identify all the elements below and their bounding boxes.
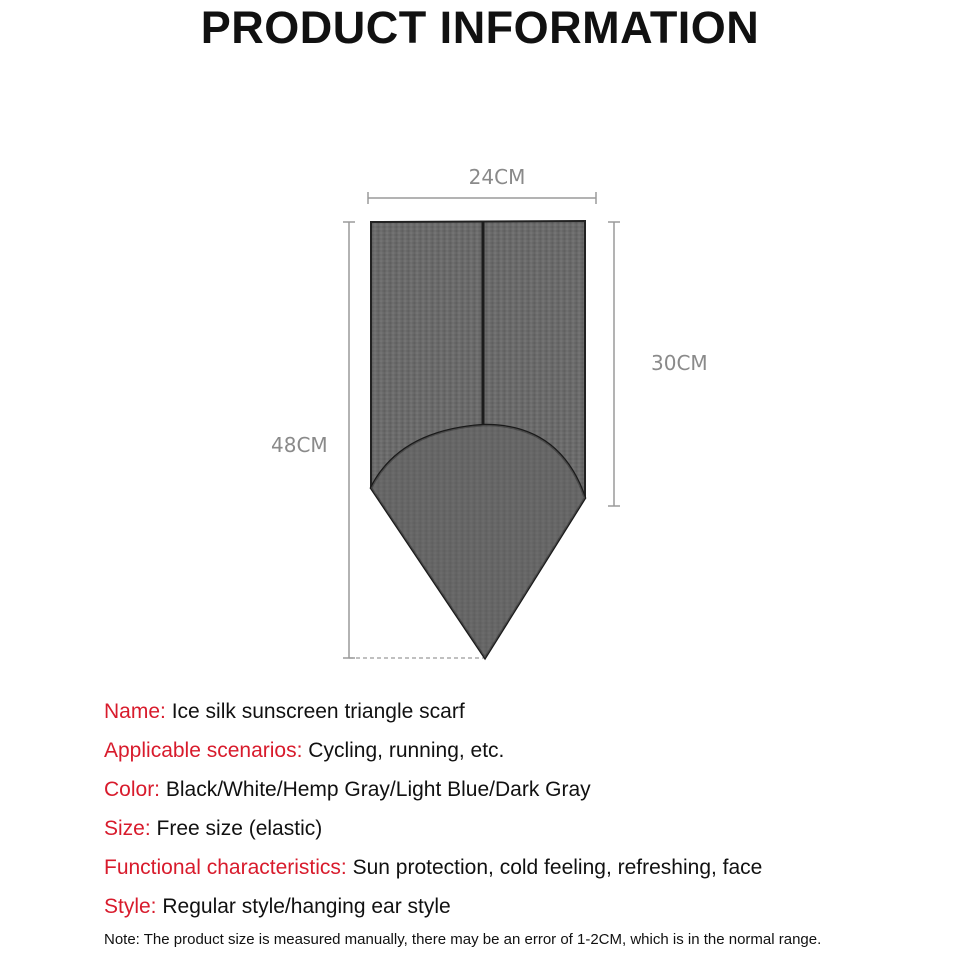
spec-label: Name: xyxy=(104,700,166,723)
spec-functional xyxy=(104,856,762,880)
upper-height-dimension xyxy=(608,222,708,506)
spec-label: Color: xyxy=(104,778,161,801)
page-title: PRODUCT INFORMATION xyxy=(200,2,760,53)
spec-label: Applicable scenarios: xyxy=(104,739,303,762)
spec-label: Size: xyxy=(104,817,151,840)
spec-label: Style: xyxy=(104,895,157,918)
spec-value: Sun protection, cold feeling, refreshing, face xyxy=(352,856,763,879)
spec-name xyxy=(104,700,465,724)
spec-color xyxy=(104,778,591,802)
spec-value: Black/White/Hemp Gray/Light Blue/Dark Gray xyxy=(165,778,591,801)
spec-value: Ice silk sunscreen triangle scarf xyxy=(171,700,465,723)
spec-style xyxy=(104,895,451,919)
measurement-note: Note: The product size is measured manually, there may be an error of 1-2CM, which is in the normal range. xyxy=(104,931,822,948)
spec-value: Cycling, running, etc. xyxy=(308,739,505,762)
scarf-shape xyxy=(371,221,585,658)
width-label: 24CM xyxy=(468,165,526,189)
spec-scenarios xyxy=(104,739,504,763)
total-height-label: 48CM xyxy=(271,433,328,457)
spec-size xyxy=(104,817,322,841)
spec-value: Regular style/hanging ear style xyxy=(162,895,451,918)
spec-value: Free size (elastic) xyxy=(156,817,323,840)
upper-height-label: 30CM xyxy=(651,351,708,375)
spec-label: Functional characteristics: xyxy=(104,856,347,879)
width-dimension xyxy=(368,165,596,204)
